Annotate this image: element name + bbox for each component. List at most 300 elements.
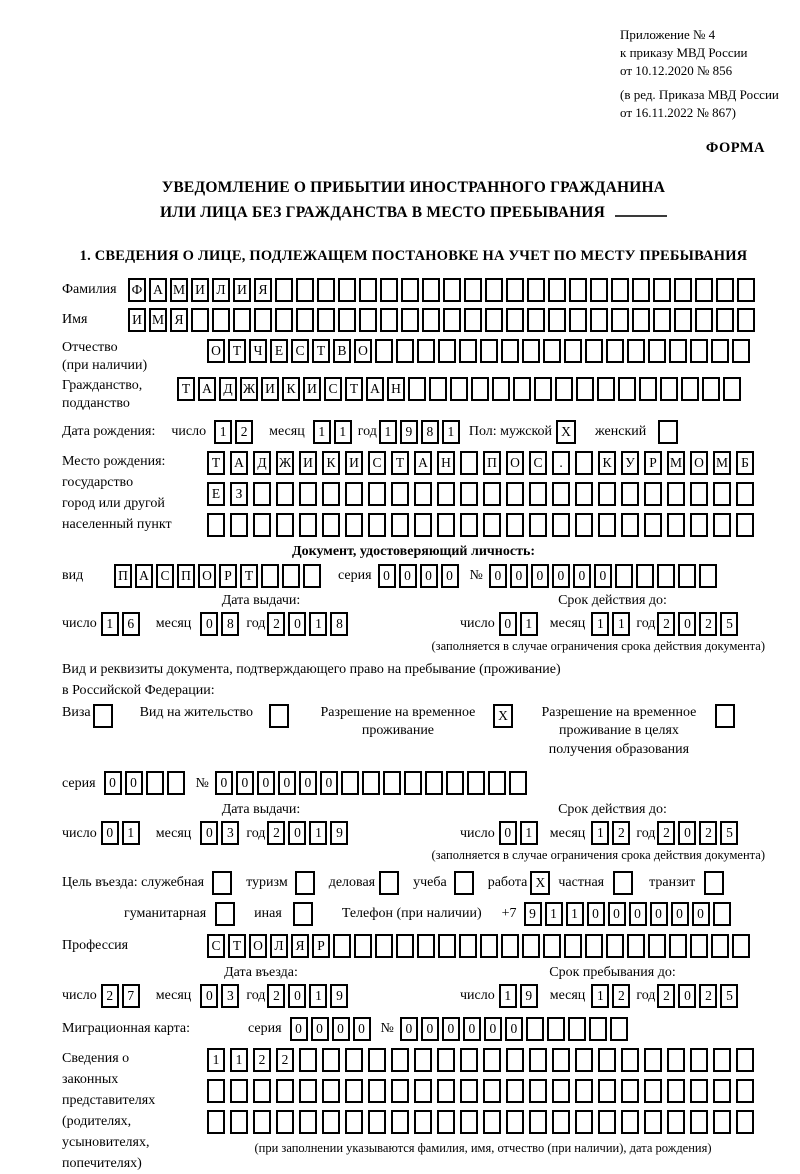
char-cell[interactable]	[667, 1079, 685, 1103]
char-cell[interactable]	[660, 377, 678, 401]
char-cell[interactable]: М	[713, 451, 731, 475]
char-cell[interactable]	[506, 1048, 524, 1072]
char-cell[interactable]	[576, 377, 594, 401]
char-cell[interactable]: 1	[379, 420, 397, 444]
char-cell[interactable]	[667, 1048, 685, 1072]
char-cell[interactable]	[552, 1110, 570, 1134]
char-cell[interactable]	[230, 1079, 248, 1103]
char-cell[interactable]	[437, 482, 455, 506]
char-cell[interactable]	[303, 564, 321, 588]
char-cell[interactable]	[548, 278, 566, 302]
char-cell[interactable]: 1	[313, 420, 331, 444]
char-cell[interactable]	[598, 1048, 616, 1072]
char-cell[interactable]	[713, 482, 731, 506]
char-cell[interactable]	[380, 278, 398, 302]
char-cell[interactable]	[501, 339, 519, 363]
male-checkbox[interactable]: X	[556, 420, 576, 444]
char-cell[interactable]: К	[598, 451, 616, 475]
char-cell[interactable]	[443, 308, 461, 332]
char-cell[interactable]: 0	[678, 612, 696, 636]
char-cell[interactable]: Т	[391, 451, 409, 475]
char-cell[interactable]	[529, 1110, 547, 1134]
char-cell[interactable]: Ж	[276, 451, 294, 475]
char-cell[interactable]	[621, 1110, 639, 1134]
char-cell[interactable]	[736, 513, 754, 537]
char-cell[interactable]: 0	[200, 984, 218, 1008]
char-cell[interactable]	[345, 1079, 363, 1103]
char-cell[interactable]	[354, 934, 372, 958]
char-cell[interactable]: 1	[309, 612, 327, 636]
char-cell[interactable]: Ф	[128, 278, 146, 302]
char-cell[interactable]: 1	[101, 612, 119, 636]
char-cell[interactable]	[383, 771, 401, 795]
char-cell[interactable]	[368, 1079, 386, 1103]
char-cell[interactable]: Т	[207, 451, 225, 475]
char-cell[interactable]: 2	[276, 1048, 294, 1072]
char-cell[interactable]: Я	[291, 934, 309, 958]
char-cell[interactable]	[443, 278, 461, 302]
char-cell[interactable]	[460, 1079, 478, 1103]
char-cell[interactable]	[459, 339, 477, 363]
char-cell[interactable]	[322, 1079, 340, 1103]
char-cell[interactable]: 0	[499, 612, 517, 636]
char-cell[interactable]	[401, 278, 419, 302]
char-cell[interactable]	[437, 513, 455, 537]
char-cell[interactable]: Т	[240, 564, 258, 588]
char-cell[interactable]	[422, 308, 440, 332]
char-cell[interactable]: 0	[463, 1017, 481, 1041]
char-cell[interactable]	[678, 564, 696, 588]
char-cell[interactable]	[391, 1110, 409, 1134]
char-cell[interactable]: С	[529, 451, 547, 475]
char-cell[interactable]	[483, 1110, 501, 1134]
char-cell[interactable]	[606, 934, 624, 958]
char-cell[interactable]	[552, 1079, 570, 1103]
char-cell[interactable]	[207, 513, 225, 537]
char-cell[interactable]: И	[191, 278, 209, 302]
char-cell[interactable]: 0	[692, 902, 710, 926]
char-cell[interactable]	[737, 308, 755, 332]
char-cell[interactable]	[711, 934, 729, 958]
char-cell[interactable]	[460, 1110, 478, 1134]
char-cell[interactable]: О	[506, 451, 524, 475]
char-cell[interactable]	[598, 1079, 616, 1103]
char-cell[interactable]	[417, 339, 435, 363]
char-cell[interactable]	[233, 308, 251, 332]
female-checkbox[interactable]	[658, 420, 678, 444]
char-cell[interactable]: 7	[122, 984, 140, 1008]
char-cell[interactable]: 0	[671, 902, 689, 926]
char-cell[interactable]	[401, 308, 419, 332]
char-cell[interactable]	[480, 339, 498, 363]
char-cell[interactable]	[191, 308, 209, 332]
char-cell[interactable]: 0	[573, 564, 591, 588]
char-cell[interactable]	[438, 339, 456, 363]
char-cell[interactable]	[736, 1048, 754, 1072]
char-cell[interactable]: 5	[720, 984, 738, 1008]
char-cell[interactable]	[408, 377, 426, 401]
char-cell[interactable]	[610, 1017, 628, 1041]
char-cell[interactable]: 0	[104, 771, 122, 795]
char-cell[interactable]: Т	[228, 339, 246, 363]
char-cell[interactable]	[414, 482, 432, 506]
char-cell[interactable]	[488, 771, 506, 795]
char-cell[interactable]: И	[303, 377, 321, 401]
char-cell[interactable]	[446, 771, 464, 795]
char-cell[interactable]: 1	[442, 420, 460, 444]
char-cell[interactable]	[322, 1048, 340, 1072]
char-cell[interactable]	[253, 1110, 271, 1134]
char-cell[interactable]	[338, 278, 356, 302]
char-cell[interactable]: 1	[309, 821, 327, 845]
char-cell[interactable]: 0	[531, 564, 549, 588]
char-cell[interactable]	[690, 1110, 708, 1134]
char-cell[interactable]	[275, 308, 293, 332]
char-cell[interactable]: 2	[699, 612, 717, 636]
purpose-other-checkbox[interactable]	[293, 902, 313, 926]
char-cell[interactable]: Е	[270, 339, 288, 363]
char-cell[interactable]	[230, 513, 248, 537]
char-cell[interactable]: 0	[608, 902, 626, 926]
char-cell[interactable]	[621, 1048, 639, 1072]
char-cell[interactable]	[414, 1048, 432, 1072]
char-cell[interactable]	[437, 1048, 455, 1072]
char-cell[interactable]: 2	[267, 984, 285, 1008]
char-cell[interactable]: 2	[267, 821, 285, 845]
char-cell[interactable]	[492, 377, 510, 401]
char-cell[interactable]	[296, 278, 314, 302]
char-cell[interactable]	[674, 308, 692, 332]
char-cell[interactable]	[732, 934, 750, 958]
residence-permit-checkbox[interactable]	[269, 704, 289, 728]
char-cell[interactable]	[575, 451, 593, 475]
char-cell[interactable]	[333, 934, 351, 958]
char-cell[interactable]	[460, 513, 478, 537]
char-cell[interactable]: 8	[221, 612, 239, 636]
char-cell[interactable]	[362, 771, 380, 795]
char-cell[interactable]: А	[230, 451, 248, 475]
char-cell[interactable]	[380, 308, 398, 332]
char-cell[interactable]	[338, 308, 356, 332]
char-cell[interactable]	[644, 482, 662, 506]
char-cell[interactable]	[506, 1079, 524, 1103]
char-cell[interactable]	[437, 1110, 455, 1134]
char-cell[interactable]	[564, 934, 582, 958]
char-cell[interactable]: 0	[552, 564, 570, 588]
char-cell[interactable]	[639, 377, 657, 401]
char-cell[interactable]: К	[322, 451, 340, 475]
char-cell[interactable]	[414, 1110, 432, 1134]
char-cell[interactable]: О	[354, 339, 372, 363]
char-cell[interactable]: 1	[612, 612, 630, 636]
purpose-study-checkbox[interactable]	[454, 871, 474, 895]
char-cell[interactable]: 1	[122, 821, 140, 845]
char-cell[interactable]	[359, 308, 377, 332]
char-cell[interactable]	[483, 1048, 501, 1072]
char-cell[interactable]	[618, 377, 636, 401]
char-cell[interactable]	[636, 564, 654, 588]
char-cell[interactable]	[713, 902, 731, 926]
char-cell[interactable]: 0	[499, 821, 517, 845]
char-cell[interactable]	[341, 771, 359, 795]
char-cell[interactable]	[568, 1017, 586, 1041]
char-cell[interactable]: 5	[720, 821, 738, 845]
char-cell[interactable]: 0	[505, 1017, 523, 1041]
char-cell[interactable]: 0	[510, 564, 528, 588]
char-cell[interactable]: В	[333, 339, 351, 363]
char-cell[interactable]: О	[198, 564, 216, 588]
char-cell[interactable]: С	[156, 564, 174, 588]
char-cell[interactable]	[627, 934, 645, 958]
char-cell[interactable]	[632, 278, 650, 302]
char-cell[interactable]	[230, 1110, 248, 1134]
char-cell[interactable]	[414, 513, 432, 537]
char-cell[interactable]	[529, 1079, 547, 1103]
char-cell[interactable]	[529, 482, 547, 506]
char-cell[interactable]: 1	[566, 902, 584, 926]
char-cell[interactable]: 0	[399, 564, 417, 588]
char-cell[interactable]: А	[366, 377, 384, 401]
char-cell[interactable]	[713, 513, 731, 537]
char-cell[interactable]: 2	[612, 821, 630, 845]
char-cell[interactable]: М	[170, 278, 188, 302]
char-cell[interactable]	[585, 339, 603, 363]
char-cell[interactable]: 3	[221, 821, 239, 845]
char-cell[interactable]: Л	[212, 278, 230, 302]
purpose-business-checkbox[interactable]	[379, 871, 399, 895]
char-cell[interactable]	[644, 1110, 662, 1134]
char-cell[interactable]	[564, 339, 582, 363]
char-cell[interactable]	[296, 308, 314, 332]
char-cell[interactable]	[585, 934, 603, 958]
char-cell[interactable]	[425, 771, 443, 795]
char-cell[interactable]	[597, 377, 615, 401]
char-cell[interactable]: С	[207, 934, 225, 958]
char-cell[interactable]	[632, 308, 650, 332]
char-cell[interactable]	[529, 513, 547, 537]
char-cell[interactable]: 0	[489, 564, 507, 588]
char-cell[interactable]: П	[177, 564, 195, 588]
char-cell[interactable]: З	[230, 482, 248, 506]
char-cell[interactable]	[317, 278, 335, 302]
char-cell[interactable]	[485, 278, 503, 302]
char-cell[interactable]: Н	[437, 451, 455, 475]
char-cell[interactable]	[667, 1110, 685, 1134]
char-cell[interactable]	[695, 278, 713, 302]
char-cell[interactable]: Е	[207, 482, 225, 506]
char-cell[interactable]: О	[249, 934, 267, 958]
char-cell[interactable]	[368, 1048, 386, 1072]
char-cell[interactable]	[261, 564, 279, 588]
char-cell[interactable]: 0	[236, 771, 254, 795]
char-cell[interactable]: 0	[678, 984, 696, 1008]
char-cell[interactable]: 0	[400, 1017, 418, 1041]
char-cell[interactable]: 0	[101, 821, 119, 845]
purpose-private-checkbox[interactable]	[613, 871, 633, 895]
char-cell[interactable]: 0	[378, 564, 396, 588]
char-cell[interactable]: 1	[591, 821, 609, 845]
char-cell[interactable]	[322, 1110, 340, 1134]
char-cell[interactable]: 1	[591, 984, 609, 1008]
char-cell[interactable]	[253, 513, 271, 537]
char-cell[interactable]: 0	[200, 612, 218, 636]
char-cell[interactable]	[167, 771, 185, 795]
char-cell[interactable]	[253, 482, 271, 506]
char-cell[interactable]	[464, 308, 482, 332]
char-cell[interactable]	[648, 339, 666, 363]
char-cell[interactable]	[207, 1110, 225, 1134]
char-cell[interactable]	[648, 934, 666, 958]
char-cell[interactable]: И	[345, 451, 363, 475]
char-cell[interactable]	[543, 934, 561, 958]
char-cell[interactable]: М	[667, 451, 685, 475]
char-cell[interactable]	[569, 308, 587, 332]
char-cell[interactable]	[621, 1079, 639, 1103]
char-cell[interactable]: Д	[253, 451, 271, 475]
char-cell[interactable]	[368, 513, 386, 537]
char-cell[interactable]: Ч	[249, 339, 267, 363]
char-cell[interactable]	[299, 1079, 317, 1103]
char-cell[interactable]	[438, 934, 456, 958]
char-cell[interactable]	[483, 513, 501, 537]
char-cell[interactable]: 1	[214, 420, 232, 444]
char-cell[interactable]	[736, 482, 754, 506]
char-cell[interactable]	[598, 1110, 616, 1134]
char-cell[interactable]: 0	[594, 564, 612, 588]
char-cell[interactable]	[299, 1048, 317, 1072]
char-cell[interactable]	[611, 308, 629, 332]
char-cell[interactable]: 0	[650, 902, 668, 926]
char-cell[interactable]: 2	[657, 821, 675, 845]
char-cell[interactable]: 0	[420, 564, 438, 588]
char-cell[interactable]	[522, 339, 540, 363]
char-cell[interactable]	[467, 771, 485, 795]
char-cell[interactable]	[575, 1079, 593, 1103]
char-cell[interactable]	[674, 278, 692, 302]
char-cell[interactable]: 0	[587, 902, 605, 926]
char-cell[interactable]	[460, 451, 478, 475]
char-cell[interactable]	[345, 513, 363, 537]
char-cell[interactable]	[695, 308, 713, 332]
char-cell[interactable]	[396, 339, 414, 363]
char-cell[interactable]	[513, 377, 531, 401]
char-cell[interactable]: У	[621, 451, 639, 475]
char-cell[interactable]	[548, 308, 566, 332]
char-cell[interactable]	[396, 934, 414, 958]
char-cell[interactable]: 0	[320, 771, 338, 795]
char-cell[interactable]	[212, 308, 230, 332]
char-cell[interactable]: П	[114, 564, 132, 588]
char-cell[interactable]	[644, 1048, 662, 1072]
char-cell[interactable]	[590, 278, 608, 302]
char-cell[interactable]	[667, 482, 685, 506]
purpose-tourism-checkbox[interactable]	[295, 871, 315, 895]
char-cell[interactable]: А	[135, 564, 153, 588]
char-cell[interactable]: 1	[520, 612, 538, 636]
char-cell[interactable]	[547, 1017, 565, 1041]
char-cell[interactable]	[471, 377, 489, 401]
char-cell[interactable]	[681, 377, 699, 401]
purpose-work-checkbox[interactable]: X	[530, 871, 550, 895]
char-cell[interactable]: А	[149, 278, 167, 302]
char-cell[interactable]	[299, 513, 317, 537]
char-cell[interactable]	[506, 482, 524, 506]
char-cell[interactable]	[699, 564, 717, 588]
char-cell[interactable]: .	[552, 451, 570, 475]
char-cell[interactable]: Т	[228, 934, 246, 958]
char-cell[interactable]: 9	[400, 420, 418, 444]
char-cell[interactable]	[590, 308, 608, 332]
char-cell[interactable]	[526, 1017, 544, 1041]
char-cell[interactable]: 1	[230, 1048, 248, 1072]
char-cell[interactable]	[669, 339, 687, 363]
char-cell[interactable]	[657, 564, 675, 588]
char-cell[interactable]	[391, 482, 409, 506]
char-cell[interactable]	[506, 513, 524, 537]
char-cell[interactable]: А	[198, 377, 216, 401]
char-cell[interactable]: 8	[421, 420, 439, 444]
char-cell[interactable]	[345, 1048, 363, 1072]
char-cell[interactable]	[414, 1079, 432, 1103]
char-cell[interactable]: 2	[612, 984, 630, 1008]
char-cell[interactable]	[460, 482, 478, 506]
char-cell[interactable]: 0	[278, 771, 296, 795]
char-cell[interactable]	[529, 1048, 547, 1072]
char-cell[interactable]	[422, 278, 440, 302]
char-cell[interactable]: 0	[332, 1017, 350, 1041]
char-cell[interactable]	[611, 278, 629, 302]
char-cell[interactable]: Я	[254, 278, 272, 302]
char-cell[interactable]: 0	[215, 771, 233, 795]
char-cell[interactable]	[690, 339, 708, 363]
char-cell[interactable]: 0	[125, 771, 143, 795]
purpose-humanitarian-checkbox[interactable]	[215, 902, 235, 926]
char-cell[interactable]: 9	[524, 902, 542, 926]
char-cell[interactable]: 5	[720, 612, 738, 636]
char-cell[interactable]	[598, 482, 616, 506]
char-cell[interactable]	[404, 771, 422, 795]
char-cell[interactable]	[322, 513, 340, 537]
char-cell[interactable]	[716, 308, 734, 332]
char-cell[interactable]: 0	[257, 771, 275, 795]
char-cell[interactable]	[690, 1048, 708, 1072]
char-cell[interactable]	[736, 1110, 754, 1134]
char-cell[interactable]	[575, 482, 593, 506]
char-cell[interactable]: С	[324, 377, 342, 401]
char-cell[interactable]: С	[291, 339, 309, 363]
char-cell[interactable]: Ж	[240, 377, 258, 401]
char-cell[interactable]: Р	[644, 451, 662, 475]
char-cell[interactable]	[736, 1079, 754, 1103]
char-cell[interactable]	[543, 339, 561, 363]
char-cell[interactable]	[437, 1079, 455, 1103]
char-cell[interactable]	[429, 377, 447, 401]
char-cell[interactable]	[146, 771, 164, 795]
char-cell[interactable]	[669, 934, 687, 958]
char-cell[interactable]	[450, 377, 468, 401]
char-cell[interactable]	[653, 308, 671, 332]
char-cell[interactable]	[615, 564, 633, 588]
char-cell[interactable]	[552, 482, 570, 506]
char-cell[interactable]: Л	[270, 934, 288, 958]
char-cell[interactable]	[345, 1110, 363, 1134]
char-cell[interactable]	[282, 564, 300, 588]
char-cell[interactable]	[506, 278, 524, 302]
char-cell[interactable]: 0	[299, 771, 317, 795]
char-cell[interactable]: Б	[736, 451, 754, 475]
char-cell[interactable]: 2	[699, 984, 717, 1008]
char-cell[interactable]	[460, 1048, 478, 1072]
